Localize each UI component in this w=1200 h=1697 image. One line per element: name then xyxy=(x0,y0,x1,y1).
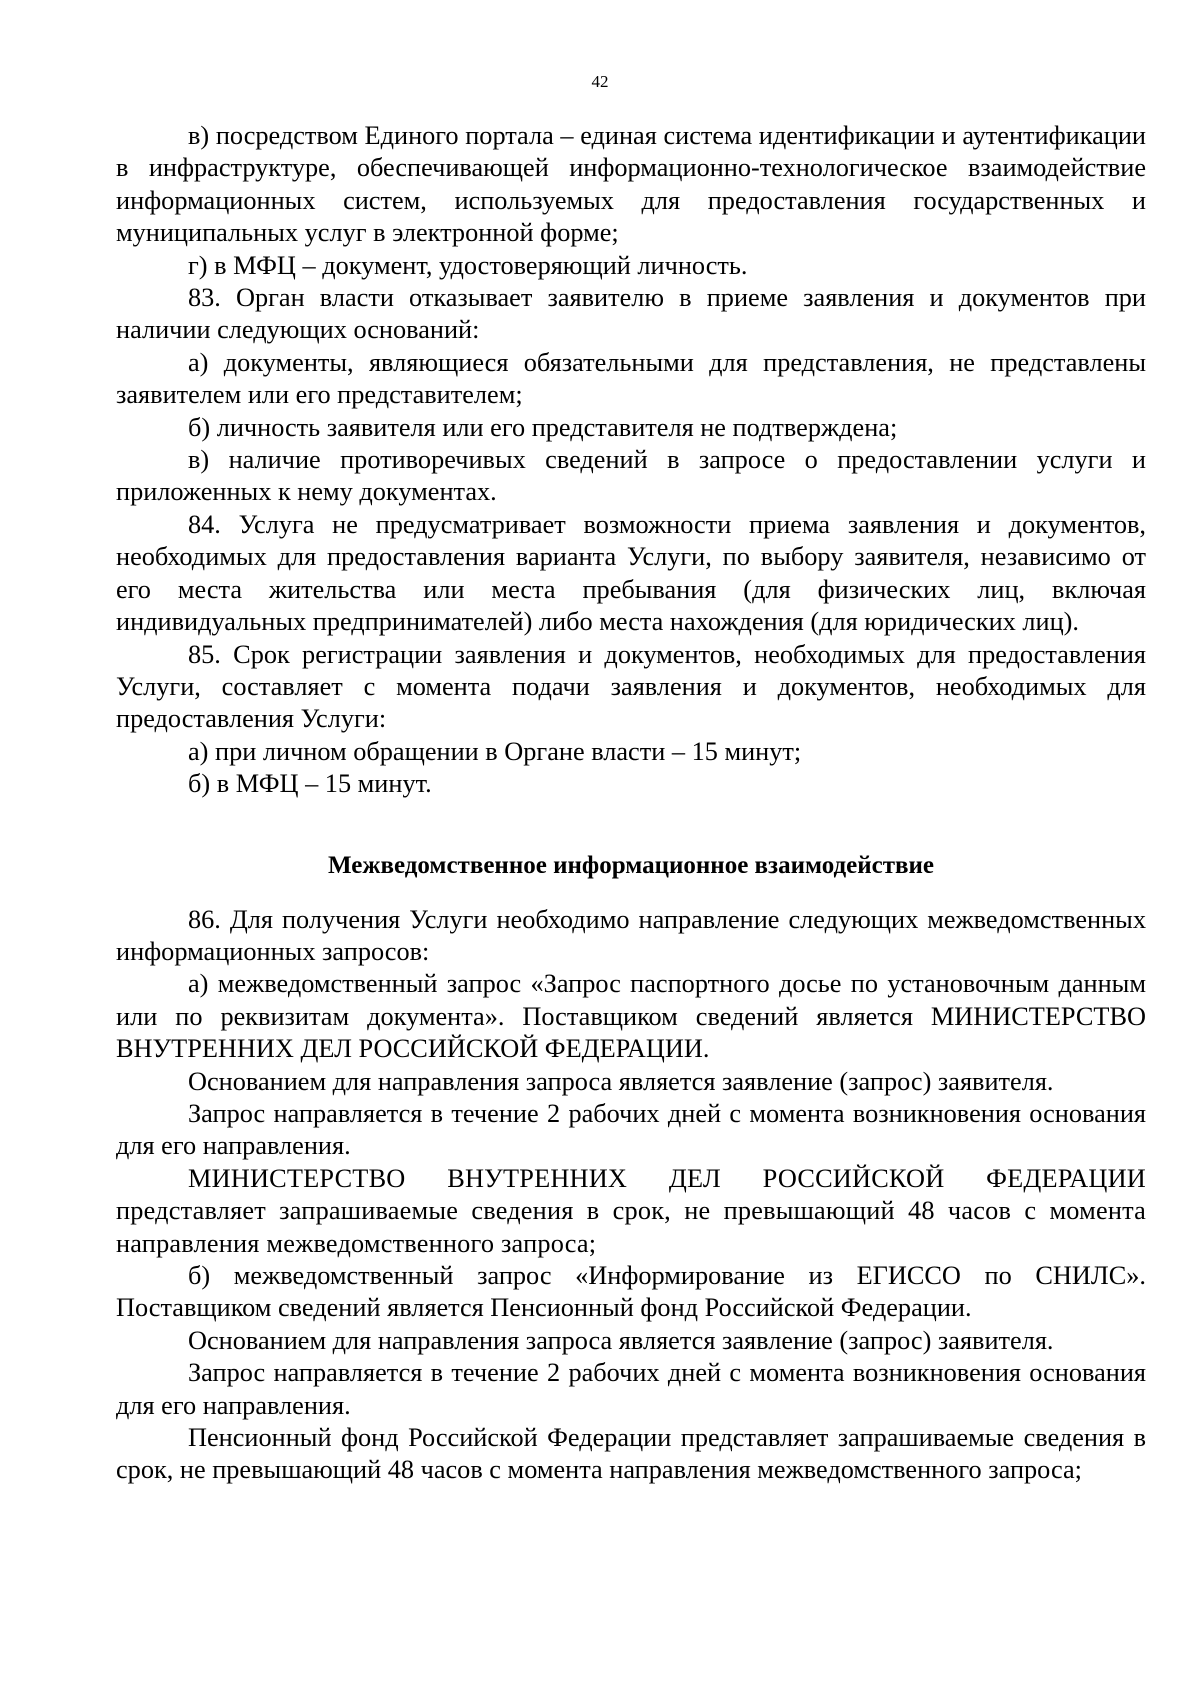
paragraph: МИНИСТЕРСТВО ВНУТРЕННИХ ДЕЛ РОССИЙСКОЙ ФЕДЕРАЦИИ представляет запрашиваемые сведения в срок, не превышающий 48 часов с момента направления межведомственного запроса; xyxy=(116,1163,1146,1258)
paragraph: а) документы, являющиеся обязательными для представления, не представлены заявителем или его представителем; xyxy=(116,347,1146,410)
paragraph: 84. Услуга не предусматривает возможности приема заявления и документов, необходимых для предоставления варианта Услуги, по выбору заявителя, независимо от его места жительства или места пребывания (для физических лиц, включая индивидуальных предпринимателей) либо места нахождения (для юридических лиц). xyxy=(116,509,1146,637)
paragraph: Основанием для направления запроса является заявление (запрос) заявителя. xyxy=(188,1066,1054,1096)
paragraph: Основанием для направления запроса является заявление (запрос) заявителя. xyxy=(188,1325,1054,1355)
document-body xyxy=(116,120,1146,1487)
paragraph: 83. Орган власти отказывает заявителю в приеме заявления и документов при наличии следующих оснований: xyxy=(116,283,1146,345)
section-heading: Межведомственное информационное взаимодействие xyxy=(328,851,934,879)
paragraph: 85. Срок регистрации заявления и документов, необходимых для предоставления Услуги, составляет с момента подачи заявления и документов, необходимых для предоставления Услуги: xyxy=(116,639,1146,734)
paragraph: в) посредством Единого портала – единая система идентификации и аутентификации в инфраструктуре, обеспечивающей информационно-технологическое взаимодействие информационных систем, используемых для предоставления государственных и муниципальных услуг в электронной форме; xyxy=(116,121,1146,248)
paragraph: Пенсионный фонд Российской Федерации представляет запрашиваемые сведения в срок, не превышающий 48 часов с момента направления межведомственного запроса; xyxy=(116,1423,1146,1485)
section-spacer xyxy=(116,882,1146,904)
paragraph: 86. Для получения Услуги необходимо направление следующих межведомственных информационных запросов: xyxy=(116,904,1146,966)
paragraph: а) межведомственный запрос «Запрос паспортного досье по установочным данным или по реквизитам документа». Поставщиком сведений является МИНИСТЕРСТВО ВНУТРЕННИХ ДЕЛ РОССИЙСКОЙ ФЕДЕРАЦИИ. xyxy=(116,969,1146,1064)
section-spacer xyxy=(116,801,1146,850)
paragraph: Запрос направляется в течение 2 рабочих дней с момента возникновения основания для его направления. xyxy=(116,1358,1146,1420)
page-number: 42 xyxy=(591,72,609,91)
paragraph: Запрос направляется в течение 2 рабочих дней с момента возникновения основания для его направления. xyxy=(116,1098,1146,1161)
paragraph: б) в МФЦ – 15 минут. xyxy=(188,769,432,799)
paragraph: б) межведомственный запрос «Информирование из ЕГИССО по СНИЛС». Поставщиком сведений является Пенсионный фонд Российской Федерации. xyxy=(116,1261,1146,1323)
paragraph: б) личность заявителя или его представителя не подтверждена; xyxy=(188,412,898,442)
paragraph: а) при личном обращении в Органе власти – 15 минут; xyxy=(188,736,802,766)
paragraph: г) в МФЦ – документ, удостоверяющий личность. xyxy=(188,250,748,280)
paragraph: в) наличие противоречивых сведений в запросе о предоставлении услуги и приложенных к нему документах. xyxy=(116,445,1146,507)
